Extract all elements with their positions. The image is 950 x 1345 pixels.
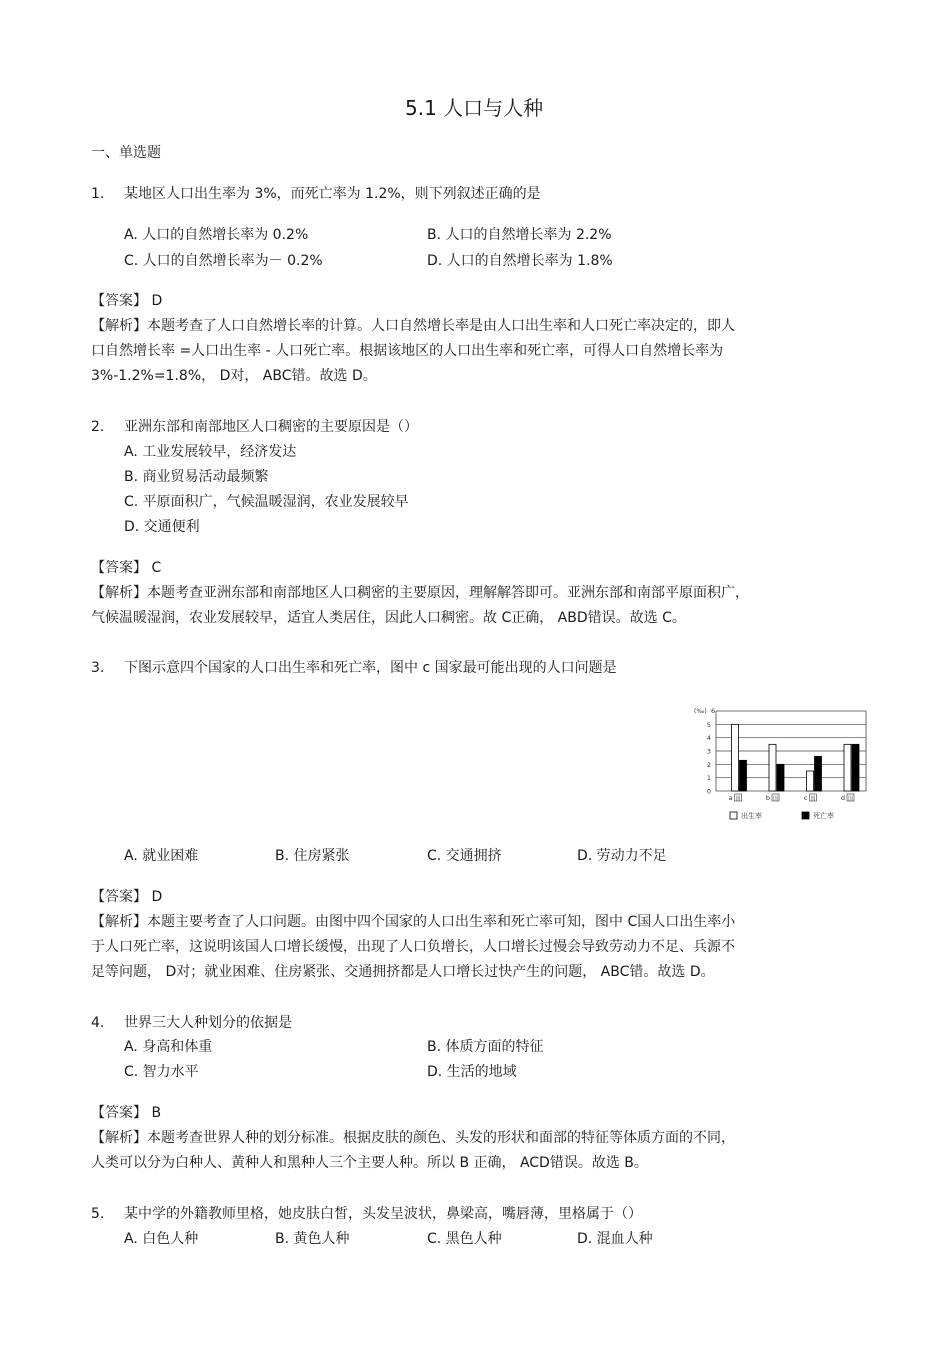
- answer: 【答案】 B: [91, 1105, 162, 1121]
- analysis-line: 3%-1.2%=1.8%， D对， ABC错。故选 D。: [91, 368, 377, 384]
- analysis-line: 足等问题， D对；就业困难、住房紧张、交通拥挤都是人口增长过快产生的问题， ABC错。故选 D。: [91, 964, 715, 980]
- option-c: C. 人口的自然增长率为－ 0.2%: [124, 253, 323, 269]
- question-stem: 亚洲东部和南部地区人口稠密的主要原因是（）: [124, 419, 418, 435]
- birth-death-rate-chart: [690, 704, 880, 826]
- y-tick-label: 3: [706, 747, 711, 756]
- y-tick-label: 0: [706, 787, 711, 796]
- option-c: C. 平原面积广，气候温暖湿润，农业发展较早: [124, 494, 409, 510]
- x-tick-suffix: 国: [810, 796, 816, 802]
- bar-a-死亡率: [740, 760, 747, 791]
- option-d: D. 交通便利: [124, 519, 200, 535]
- option-a: A. 工业发展较早，经济发达: [124, 444, 297, 460]
- legend-label: 出生率: [741, 812, 762, 820]
- question-number: 2.: [91, 419, 105, 435]
- y-tick-label: 2: [706, 760, 711, 769]
- answer: 【答案】 C: [91, 560, 162, 576]
- analysis-line: 【解析】本题主要考查了人口问题。由图中四个国家的人口出生率和死亡率可知，图中 C国人口出生率小: [91, 914, 736, 930]
- question-number: 5.: [91, 1206, 105, 1222]
- option-b: B. 住房紧张: [275, 848, 350, 864]
- question-number: 1.: [91, 186, 105, 202]
- x-tick-label: c: [803, 794, 808, 802]
- option-c: C. 黑色人种: [427, 1231, 502, 1247]
- analysis-line: 气候温暖湿润，农业发展较早，适宜人类居住，因此人口稠密。故 C正确， ABD错误。故选 C。: [91, 610, 686, 626]
- option-a: A. 白色人种: [124, 1231, 199, 1247]
- analysis-line: 于人口死亡率，这说明该国人口增长缓慢，出现了人口负增长，人口增长过慢会导致劳动力不足、兵源不: [91, 939, 735, 955]
- x-tick-suffix: 国: [847, 796, 854, 802]
- legend-label: 死亡率: [813, 812, 834, 820]
- page-title: 5.1 人口与人种: [405, 96, 544, 120]
- chart-bars: [732, 724, 860, 791]
- option-d: D. 生活的地域: [427, 1064, 517, 1080]
- answer: 【答案】 D: [91, 293, 163, 309]
- answer: 【答案】 D: [91, 889, 163, 905]
- bar-b-死亡率: [777, 764, 784, 791]
- y-tick-label: 5: [706, 720, 711, 729]
- question-stem: 某中学的外籍教师里格，她皮肤白皙，头发呈波状，鼻梁高，嘴唇薄，里格属于（）: [124, 1206, 642, 1222]
- y-tick-label: 6: [711, 707, 716, 715]
- y-axis-unit-label: (‰): [694, 708, 707, 715]
- option-b: B. 人口的自然增长率为 2.2%: [427, 227, 612, 243]
- x-tick-label: d: [840, 794, 845, 802]
- bar-d-死亡率: [852, 744, 859, 791]
- question-stem: 世界三大人种划分的依据是: [124, 1015, 292, 1031]
- analysis-line: 【解析】本题考查亚洲东部和南部地区人口稠密的主要原因，理解解答即可。亚洲东部和南部平原面积广，: [91, 585, 749, 601]
- option-a: A. 人口的自然增长率为 0.2%: [124, 227, 309, 243]
- analysis-line: 口自然增长率 =人口出生率 - 人口死亡率。根据该地区的人口出生率和死亡率，可得人口自然增长率为: [91, 343, 724, 359]
- x-tick-suffix: 国: [772, 796, 779, 802]
- option-b: B. 体质方面的特征: [427, 1039, 544, 1055]
- option-b: B. 商业贸易活动最频繁: [124, 469, 269, 485]
- question-number: 3.: [91, 660, 105, 676]
- legend-swatch: [802, 812, 809, 819]
- bar-c-死亡率: [815, 756, 822, 791]
- bar-c-出生率: [807, 771, 814, 791]
- option-b: B. 黄色人种: [275, 1231, 350, 1247]
- x-tick-label: a: [728, 794, 733, 802]
- y-tick-label: 1: [706, 774, 711, 783]
- legend-swatch: [730, 812, 737, 819]
- option-d: D. 混血人种: [577, 1231, 653, 1247]
- analysis-line: 【解析】本题考查世界人种的划分标准。根据皮肤的颜色、头发的形状和面部的特征等体质方面的不同，: [91, 1130, 735, 1146]
- chart-legend: [730, 811, 834, 820]
- section-heading: 一、单选题: [91, 145, 161, 161]
- x-tick-label: b: [765, 794, 770, 802]
- analysis-line: 人类可以分为白种人、黄种人和黑种人三个主要人种。所以 B 正确， ACD错误。故选 B。: [91, 1155, 648, 1171]
- bar-a-出生率: [732, 724, 739, 791]
- analysis-line: 【解析】本题考查了人口自然增长率的计算。人口自然增长率是由人口出生率和人口死亡率决定的，即人: [91, 318, 735, 334]
- bar-d-出生率: [844, 744, 851, 791]
- option-d: D. 人口的自然增长率为 1.8%: [427, 253, 613, 269]
- question-stem: 下图示意四个国家的人口出生率和死亡率，图中 c 国家最可能出现的人口问题是: [124, 660, 617, 676]
- x-tick-suffix: 国: [735, 796, 741, 802]
- option-d: D. 劳动力不足: [577, 848, 667, 864]
- y-tick-label: 4: [706, 734, 711, 743]
- option-c: C. 智力水平: [124, 1064, 199, 1080]
- bar-b-出生率: [769, 744, 776, 791]
- option-a: A. 身高和体重: [124, 1039, 213, 1055]
- option-a: A. 就业困难: [124, 848, 199, 864]
- question-number: 4.: [91, 1015, 105, 1031]
- option-c: C. 交通拥挤: [427, 848, 502, 864]
- question-stem: 某地区人口出生率为 3%，而死亡率为 1.2%，则下列叙述正确的是: [124, 186, 541, 202]
